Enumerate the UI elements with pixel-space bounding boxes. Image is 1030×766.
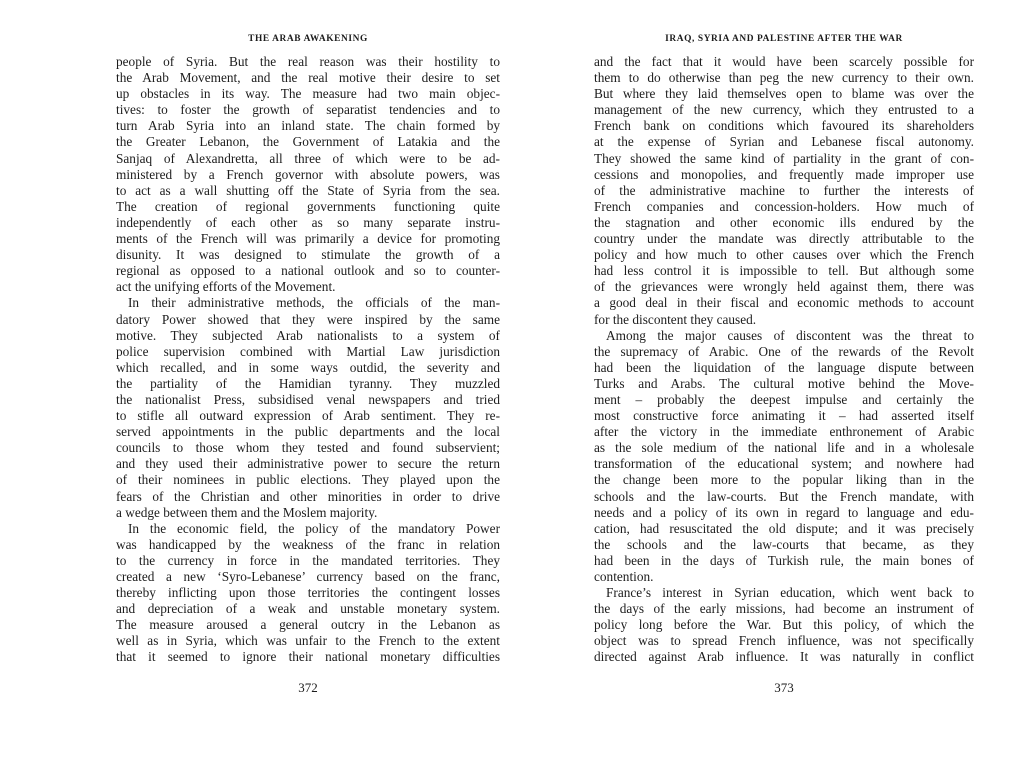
text-line: them to do otherwise than peg the new currency to their own. [594,70,974,86]
text-line: contention. [594,569,654,584]
text-line: motive. They subjected Arab nationalists to a system of [116,327,500,343]
text-line: at the expense of Syrian and Lebanese fiscal autonomy. [594,134,974,150]
text-line: that it seemed to ignore their national monetary difficulties [116,649,500,665]
text-line: regional as opposed to a national outlook and so to counter- [116,263,500,279]
text-line: the partiality of the Hamidian tyranny. They muzzled [116,375,500,391]
left-page [116,0,500,766]
text-line: In their administrative methods, the officials of the man- [128,295,500,311]
text-line: tives: to foster the growth of separatist tendencies and to [116,102,500,118]
text-line: ment – probably the deepest impulse and certainly the [594,391,974,407]
text-line: of the administrative machine to further the interests of [594,182,974,198]
text-line: up obstacles in its way. The measure had two main objec- [116,86,500,102]
text-line: councils to those whom they tested and found subservient; [116,440,500,456]
text-line: the Greater Lebanon, the Government of Latakia and the [116,134,500,150]
text-line: for the discontent they caused. [594,311,757,327]
text-line: as the sole medium of the national life and in a wholesale [594,440,974,456]
left-page-number: 372 [298,680,318,695]
right-page [594,0,974,766]
text-line: disunity. It was designed to stimulate the growth of a [116,247,500,263]
right-body-text [594,54,974,666]
text-line: the supremacy of Arabic. One of the rewards of the Revolt [594,343,974,359]
text-line: had been in the days of Turkish rule, the main bones of [594,552,974,568]
text-line: created a new ‘Syro-Lebanese’ currency based on the franc, [116,569,500,584]
text-line: The measure aroused a general outcry in the Lebanon as [116,617,500,633]
text-line: cation, had resuscitated the old dispute; and it was precisely [594,520,974,536]
text-line: France’s interest in Syrian education, which went back to [606,585,974,601]
text-line: of their nominees in public elections. They played upon the [116,472,500,488]
left-body-text [116,54,500,666]
text-line: had been the liquidation of the language dispute between [594,359,974,375]
text-line: and depreciation of a weak and unstable monetary system. [116,601,500,617]
text-line: people of Syria. But the real reason was their hostility to [116,54,500,69]
text-line: But where they laid themselves open to blame was over the [594,86,974,102]
text-line: the days of the early missions, had become an instrument of [594,601,974,617]
text-line: schools and the law-courts. But the French mandate, with [594,488,974,504]
text-line: a wedge between them and the Moslem majority. [116,504,378,520]
text-line: served appointments in the public departments and the local [116,424,500,440]
text-line: They showed the same kind of partiality in the grant of con- [594,150,974,166]
text-line: Sanjaq of Alexandretta, all three of which were to be ad- [116,150,500,166]
text-line: object was to spread French influence, was not specifically [594,633,974,649]
text-line: ministered by a French governor with absolute powers, was [116,166,500,182]
text-line: police supervision combined with Martial Law jurisdiction [116,343,500,359]
text-line: needs and a policy of its own in regard to language and edu- [594,504,974,520]
text-line: turn Arab Syria into an inland state. The chain formed by [116,118,500,134]
text-line: management of the new currency, which they entrusted to a [594,102,974,118]
text-line: fears of the Christian and other minorities in order to drive [116,488,500,504]
text-line: Turks and Arabs. The cultural motive behind the Move- [594,375,974,391]
text-line: directed against Arab influence. It was naturally in conflict [594,649,974,665]
text-line: of the grievances were wrongly held against them, there was [594,279,974,295]
text-line: datory Power showed that they were inspired by the same [116,311,500,327]
text-line: most constructive force animating it – had asserted itself [594,408,974,424]
text-line: which recalled, and in some ways outdid, the severity and [116,359,500,375]
text-line: and the fact that it would have been scarcely possible for [594,54,974,69]
text-line: to the currency in force in the mandated territories. They [116,552,500,568]
text-line: the stagnation and other economic ills endured by the [594,214,974,230]
text-line: had less control it is impossible to tell. But although some [594,263,974,279]
text-line: a good deal in their fiscal and economic methods to account [594,295,974,311]
right-page-number: 373 [774,680,794,695]
text-line: act the unifying efforts of the Movement. [116,279,336,295]
text-line: The creation of regional governments functioning quite [116,198,500,214]
text-line: the Arab Movement, and the real motive their desire to set [116,70,500,86]
text-line: country under the mandate was directly attributable to the [594,231,974,247]
text-line: the schools and the law-courts that became, as they [594,536,974,552]
text-line: policy and how much to other causes over which the French [594,247,974,263]
text-line: transformation of the educational system; and nowhere had [594,456,974,472]
text-line: Among the major causes of discontent was the threat to [606,327,974,343]
text-line: French bank on conditions which favoured its shareholders [594,118,974,134]
right-running-head: IRAQ, SYRIA AND PALESTINE AFTER THE WAR [665,34,903,44]
text-line: well as in Syria, which was unfair to the French to the extent [116,633,500,649]
text-line: French companies and concession-holders. How much of [594,198,974,214]
text-line: the change been more to the popular liking than in the [594,472,974,488]
text-line: and they used their administrative power to secure the return [116,456,500,472]
text-line: independently of each other as so many separate instru- [116,214,500,230]
text-line: to stifle all outward expression of Arab sentiment. They re- [116,408,500,424]
text-line: cessions and monopolies, and frequently made improper use [594,166,974,182]
text-line: In the economic field, the policy of the mandatory Power [128,520,500,536]
text-line: after the victory in the immediate enthronement of Arabic [594,424,974,440]
text-line: policy long before the War. But this policy, of which the [594,617,974,633]
text-line: the nationalist Press, subsidised venal newspapers and tried [116,391,500,407]
text-line: to act as a wall shutting off the State of Syria from the sea. [116,182,500,198]
text-line: thereby inflicting upon those territories the contingent losses [116,585,500,601]
text-line: ments of the French will was primarily a device for promoting [116,231,500,247]
left-running-head: THE ARAB AWAKENING [248,34,368,44]
text-line: was handicapped by the weakness of the franc in relation [116,536,500,552]
